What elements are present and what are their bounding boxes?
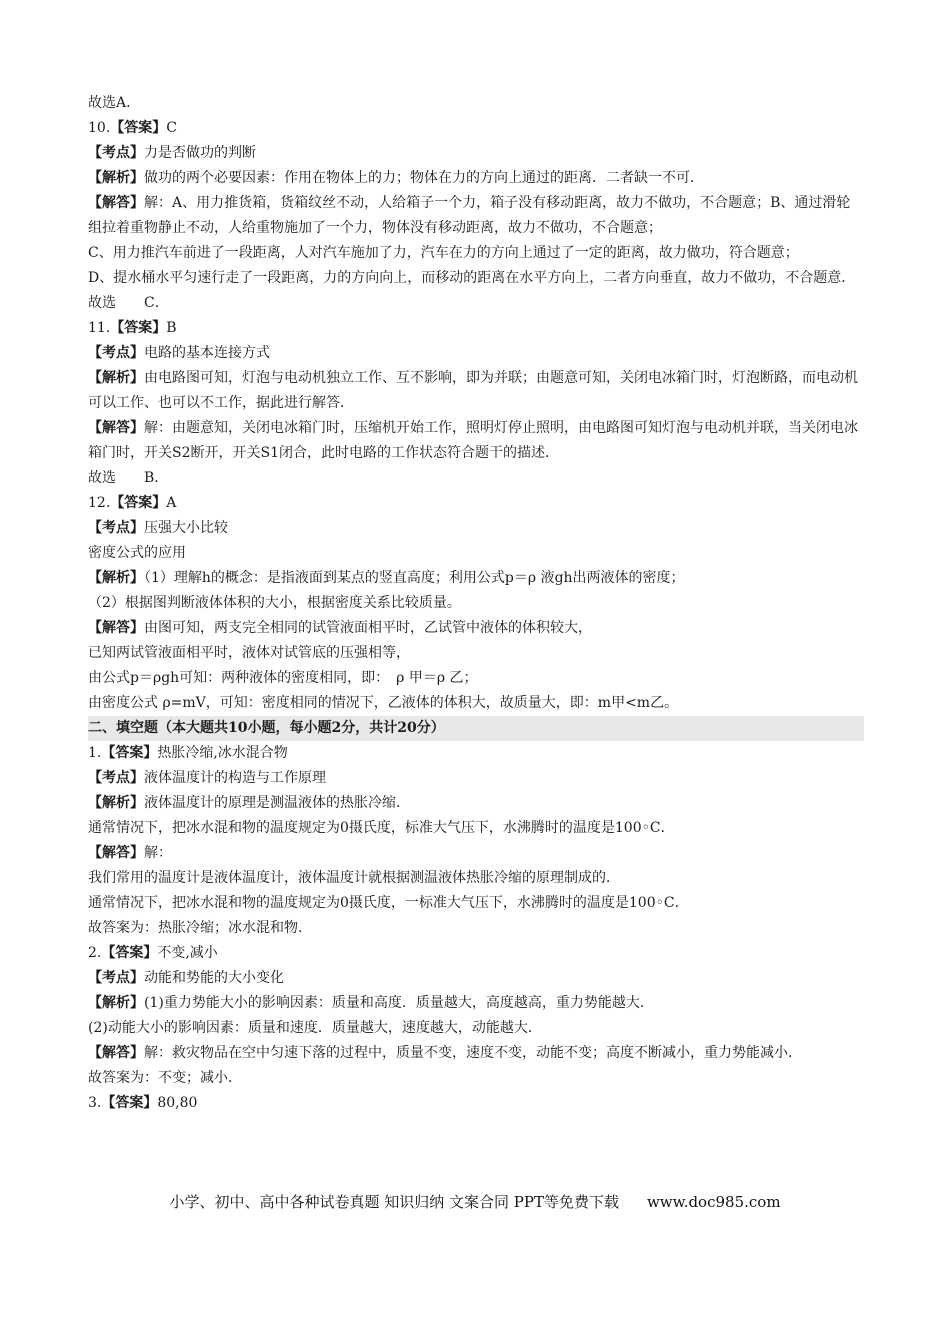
label-tag: 【答案】 bbox=[101, 945, 158, 961]
document-body bbox=[88, 91, 864, 1116]
text-line: 由密度公式 ρ=mV，可知：密度相同的情况下，乙液体的体积大，故质量大，即：m甲<m乙。 bbox=[88, 695, 679, 711]
text-line: 【解析】液体温度计的原理是测温液体的热胀冷缩． bbox=[88, 795, 410, 811]
label-tag: 【解答】 bbox=[88, 1045, 144, 1061]
text-line: 【解析】(1)重力势能大小的影响因素：质量和高度．质量越大，高度越高，重力势能越大． bbox=[88, 995, 654, 1011]
text-line: 【考点】动能和势能的大小变化 bbox=[88, 970, 284, 986]
text-line: 通常情况下，把冰水混和物的温度规定为0摄氏度，标准大气压下，水沸腾时的温度是100◦C． bbox=[88, 820, 675, 836]
text-line: 故选 C． bbox=[88, 295, 169, 311]
label-tag: 【解析】 bbox=[88, 570, 144, 586]
text-line: 【考点】液体温度计的构造与工作原理 bbox=[88, 770, 326, 786]
text-line: 【解答】解：救灾物品在空中匀速下落的过程中，质量不变，速度不变，动能不变；高度不断减小，重力势能减小． bbox=[88, 1045, 802, 1061]
text-line: C、用力推汽车前进了一段距离，人对汽车施加了力，汽车在力的方向上通过了一定的距离，故力做功，符合题意； bbox=[88, 245, 799, 261]
label-tag: 【答案】 bbox=[101, 745, 158, 761]
text-line: 11.【答案】B bbox=[88, 320, 177, 336]
label-tag: 【答案】 bbox=[110, 495, 167, 511]
text-line: 【考点】压强大小比较 bbox=[88, 520, 228, 536]
text-line: 1.【答案】热胀冷缩,冰水混合物 bbox=[88, 745, 288, 761]
text-line: 密度公式的应用 bbox=[88, 545, 186, 561]
text-line: 【解答】解：A、用力推货箱，货箱纹丝不动，人给箱子一个力，箱子没有移动距离，故力不做功，不合题意；B、通过滑轮组拉着重物静止不动，人给重物施加了一个力，物体没有移动距离，故力不做功，不合题意； bbox=[88, 195, 851, 236]
text-line: 12.【答案】A bbox=[88, 495, 177, 511]
label-tag: 【答案】 bbox=[110, 320, 167, 336]
page-footer bbox=[0, 1188, 950, 1216]
text-line: D、提水桶水平匀速行走了一段距离，力的方向向上，而移动的距离在水平方向上，二者方向垂直，故力不做功，不合题意． bbox=[88, 270, 856, 286]
footer-text: 小学、初中、高中各种试卷真题 知识归纳 文案合同 PPT等免费下载 bbox=[169, 1193, 619, 1211]
text-line: 通常情况下，把冰水混和物的温度规定为0摄氏度，一标准大气压下，水沸腾时的温度是100◦C． bbox=[88, 895, 689, 911]
footer-site-link[interactable]: www.doc985.com bbox=[646, 1193, 781, 1211]
text-line: 3.【答案】80,80 bbox=[88, 1095, 198, 1111]
text-line: 【考点】电路的基本连接方式 bbox=[88, 345, 270, 361]
text-line: 由公式p＝ρgh可知：两种液体的密度相同，即： ρ 甲＝ρ 乙； bbox=[88, 670, 478, 686]
label-tag: 【解答】 bbox=[88, 420, 144, 436]
text-line: (2)动能大小的影响因素：质量和速度．质量越大，速度越大，动能越大． bbox=[88, 1020, 542, 1036]
label-tag: 【解析】 bbox=[88, 170, 144, 186]
label-tag: 【解答】 bbox=[88, 845, 144, 861]
text-line: 我们常用的温度计是液体温度计，液体温度计就根据测温液体热胀冷缩的原理制成的． bbox=[88, 870, 620, 886]
label-tag: 【考点】 bbox=[88, 970, 144, 986]
text-line: 【解答】解：由题意知，关闭电冰箱门时，压缩机开始工作，照明灯停止照明，由电路图可知灯泡与电动机并联，当关闭电冰箱门时，开关S2断开，开关S1闭合，此时电路的工作状态符合题干的描述． bbox=[88, 420, 858, 461]
text-line: 【解答】解： bbox=[88, 845, 172, 861]
text-line: （2）根据图判断液体体积的大小，根据密度关系比较质量。 bbox=[88, 595, 461, 611]
text-line: 故选A． bbox=[88, 95, 141, 111]
label-tag: 【考点】 bbox=[88, 520, 144, 536]
text-line: 已知两试管液面相平时，液体对试管底的压强相等， bbox=[88, 645, 410, 661]
text-line: 【解析】做功的两个必要因素：作用在物体上的力；物体在力的方向上通过的距离．二者缺一不可． bbox=[88, 170, 704, 186]
label-tag: 【解答】 bbox=[88, 195, 144, 211]
text-line: 故答案为：不变；减小． bbox=[88, 1070, 242, 1086]
text-line: 【解析】由电路图可知，灯泡与电动机独立工作、互不影响，即为并联；由题意可知，关闭电冰箱门时，灯泡断路，而电动机可以工作、也可以不工作，据此进行解答． bbox=[88, 370, 858, 411]
label-tag: 【考点】 bbox=[88, 345, 144, 361]
label-tag: 【考点】 bbox=[88, 145, 144, 161]
text-line: 2.【答案】不变,减小 bbox=[88, 945, 218, 961]
text-line: 【解答】由图可知，两支完全相同的试管液面相平时，乙试管中液体的体积较大， bbox=[88, 620, 592, 636]
text-line: 【解析】（1）理解h的概念：是指液面到某点的竖直高度；利用公式p＝ρ 液gh出两液体的密度； bbox=[88, 570, 685, 586]
label-tag: 【考点】 bbox=[88, 770, 144, 786]
text-line: 故答案为：热胀冷缩；冰水混和物． bbox=[88, 920, 312, 936]
section-heading: 二、填空题（本大题共10小题，每小题2分，共计20分） bbox=[88, 716, 864, 741]
label-tag: 【答案】 bbox=[110, 120, 167, 136]
label-tag: 【解析】 bbox=[88, 995, 144, 1011]
text-line: 10.【答案】C bbox=[88, 120, 177, 136]
text-line: 【考点】力是否做功的判断 bbox=[88, 145, 256, 161]
label-tag: 【解析】 bbox=[88, 370, 144, 386]
text-line: 故选 B． bbox=[88, 470, 169, 486]
label-tag: 【解答】 bbox=[88, 620, 144, 636]
label-tag: 【答案】 bbox=[101, 1095, 158, 1111]
label-tag: 【解析】 bbox=[88, 795, 144, 811]
